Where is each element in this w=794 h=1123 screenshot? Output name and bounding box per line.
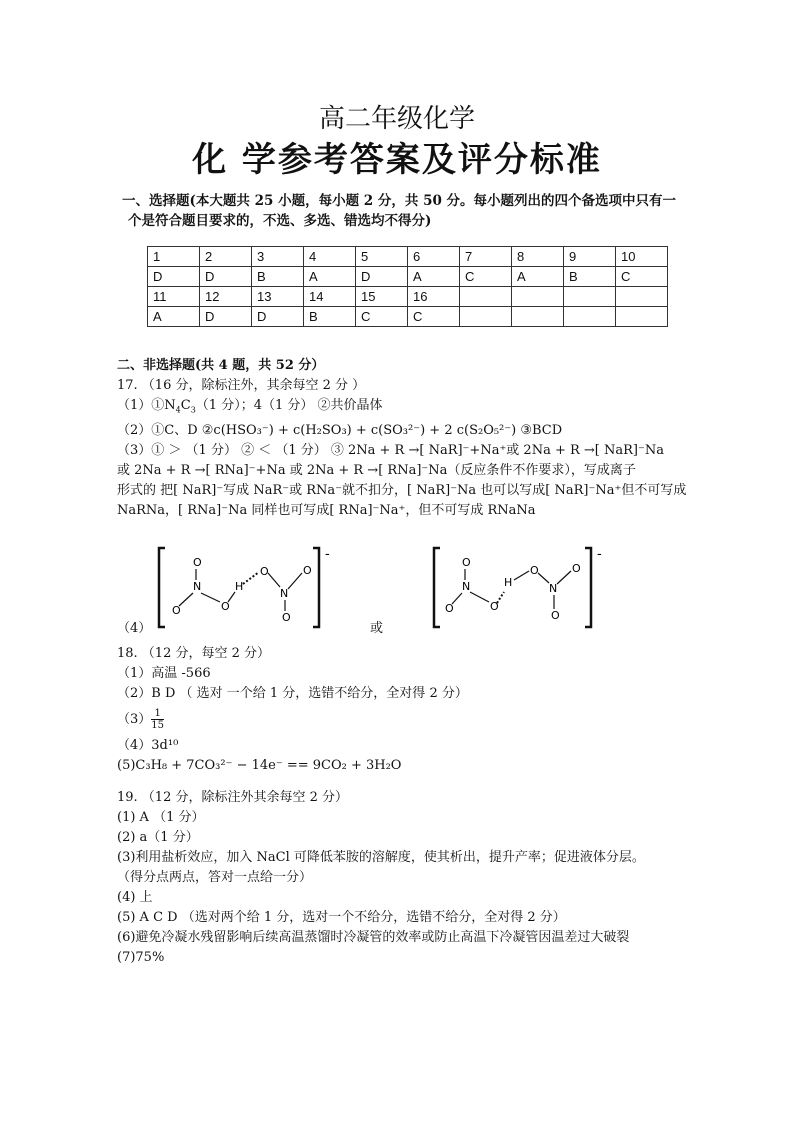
bracket-right [313,548,319,627]
q17-line3: （3）① ＞ （1 分） ② ＜ （1 分） ③ 2Na + R →[ NaR]⁻+Na⁺或 2Na + R →[ NaR]⁻Na [117,442,664,458]
q17-line1 [117,396,677,421]
q19-line2: (2) a（1 分） [117,830,199,845]
q18-line3 [117,704,677,736]
table-cell: 8 [512,247,564,267]
atom-h: H [235,580,244,593]
table-cell [512,307,564,327]
q17-title: 17. （16 分，除标注外，其余每空 2 分 ） [117,378,366,393]
section1-heading-line1: 一、选择题(本大题共 25 小题，每小题 2 分，共 50 分。每小题列出的四个备选项中只有一 [122,193,677,209]
atom-n: N [462,580,471,593]
answer-table [147,246,668,327]
table-row [148,267,668,287]
atom-o: O [462,556,471,569]
table-cell: 14 [304,287,356,307]
atom-o: O [282,611,291,624]
q18-line1: （1）高温 -566 [117,666,211,681]
table-cell: 11 [148,287,200,307]
q19-line8: (7)75% [117,950,165,965]
q18-line5: (5)C₃H₈ + 7CO₃²⁻ − 14e⁻ == 9CO₂ + 3H₂O [117,758,402,773]
table-cell: A [148,307,200,327]
grade-title: 高二年级化学 [318,104,475,134]
table-cell: A [304,267,356,287]
q17-l1-c: C [180,398,191,413]
atom-n: N [280,587,289,600]
bracket-right [585,548,591,627]
bracket-left [434,548,440,627]
q19-line5: (4) 上 [117,890,153,905]
q19-block [117,788,677,968]
atom-h: H [504,576,513,589]
table-cell [460,307,512,327]
q17-l1-e: （1 分）；4（1 分） ②共价晶体 [195,398,383,413]
table-cell: A [408,267,460,287]
atom-o: O [551,609,560,622]
q17-block [117,356,687,521]
q17-sub4-label: （4） [117,621,152,636]
table-cell: 12 [200,287,252,307]
bracket-left [159,548,165,627]
table-cell: D [148,267,200,287]
section2-heading: 二、非选择题(共 4 题，共 52 分） [117,358,325,373]
table-cell: D [356,267,408,287]
table-cell: 2 [200,247,252,267]
q19-line1: (1) A （1 分） [117,810,205,825]
atom-o: O [445,602,454,615]
q19-line4: （得分点两点，答对一点给一分） [117,870,313,885]
atom-o: O [260,565,269,578]
table-cell: A [512,267,564,287]
q17-or-label: 或 [370,621,384,636]
fraction [151,708,164,731]
page-title: 化 学参考答案及评分标准 [192,140,602,180]
table-cell: 16 [408,287,460,307]
q17-line4: 或 2Na + R →[ RNa]⁻+Na 或 2Na + R →[ RNa]⁻Na（反应条件不作要求），写成离子 [117,462,636,478]
q17-line5: 形式的 把[ NaR]⁻写成 NaR⁻或 RNa⁻就不扣分，[ NaR]⁻Na 也可以写成[ NaR]⁻Na⁺但不可写成 [117,482,687,498]
table-cell [460,287,512,307]
table-cell: 5 [356,247,408,267]
table-cell: 15 [356,287,408,307]
table-cell: D [200,307,252,327]
table-cell [512,287,564,307]
q18-line4: （4）3d¹⁰ [117,738,179,753]
q18-block [117,644,677,776]
table-cell: C [460,267,512,287]
table-cell: 3 [252,247,304,267]
atom-n: N [193,580,202,593]
table-cell: 9 [564,247,616,267]
table-cell [564,287,616,307]
atom-n: N [549,582,558,595]
table-cell: C [408,307,460,327]
table-cell: C [356,307,408,327]
table-cell [616,287,668,307]
section1-heading-line2: 个是符合题目要求的，不选、多选、错选均不得分) [128,213,432,229]
fraction-denominator: 15 [151,720,165,731]
q17-l1-d: 3 [190,405,196,415]
q18-title: 18. （12 分，每空 2 分） [117,646,271,661]
q18-line2: （2）B D （ 选对 一个给 1 分，选错不给分，全对得 2 分） [117,686,468,701]
atom-o: O [221,600,230,613]
table-cell: 10 [616,247,668,267]
q17-line2: （2）①C、D ②c(HSO₃⁻) + c(H₂SO₃) + c(SO₃²⁻) + 2 c(S₂O₅²⁻) ③BCD [117,422,563,438]
atom-o: O [303,564,312,577]
atom-o: O [530,564,539,577]
table-cell: 4 [304,247,356,267]
table-cell: 13 [252,287,304,307]
hydrogen-bond-structure-2 [428,540,613,635]
section1-heading [122,191,682,231]
table-cell: D [200,267,252,287]
table-cell: C [616,267,668,287]
table-cell [564,307,616,327]
hydrogen-bond-structure-1 [155,540,340,635]
table-row [148,247,668,267]
atom-o: O [172,604,181,617]
q19-line7: (6)避免冷凝水残留影响后续高温蒸馏时冷凝管的效率或防止高温下冷凝管因温差过大破裂 [117,930,630,945]
atom-o: O [193,556,202,569]
table-row [148,307,668,327]
table-cell: B [252,267,304,287]
table-cell: D [252,307,304,327]
charge-sign: - [597,546,602,562]
fraction-numerator: 1 [151,708,164,720]
q17-l1-a: （1）①N [117,398,176,413]
table-cell: 7 [460,247,512,267]
q17-l1-b: 4 [175,405,181,415]
table-cell: 6 [408,247,460,267]
table-cell: B [564,267,616,287]
atom-o: O [490,600,499,613]
table-cell: B [304,307,356,327]
q19-line3: (3)利用盐析效应，加入 NaCl 可降低苯胺的溶解度，使其析出，提升产率；促进液体分层。 [117,850,645,865]
table-row [148,287,668,307]
table-cell: 1 [148,247,200,267]
table-cell [616,307,668,327]
atom-o: O [572,562,581,575]
q19-line6: (5) A C D （选对两个给 1 分，选对一个不给分，选错不给分，全对得 2 分） [117,910,566,925]
charge-sign: - [325,546,330,562]
q17-line6: NaRNa，[ RNa]⁻Na 同样也可写成[ RNa]⁻Na⁺，但不可写成 RNaNa [117,502,536,518]
q19-title: 19. （12 分，除标注外其余每空 2 分） [117,790,349,805]
q18-l3-label: （3） [117,712,152,727]
